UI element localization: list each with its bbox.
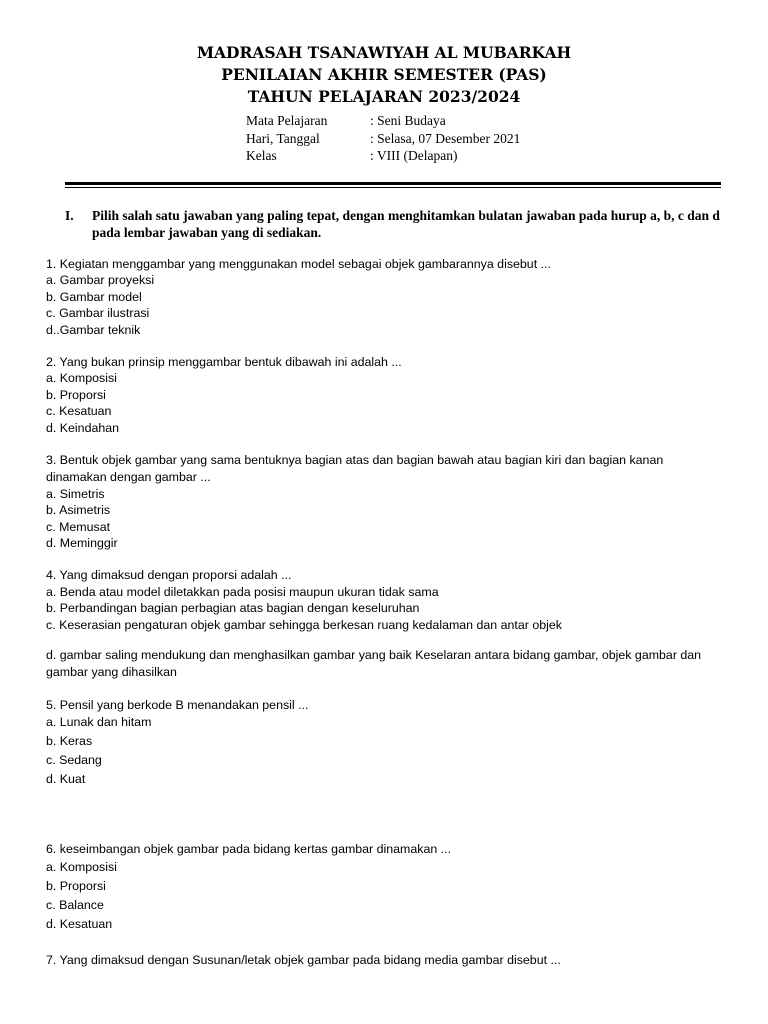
school-name: MADRASAH TSANAWIYAH AL MUBARKAH <box>196 43 572 62</box>
answer-option: d. Keindahan <box>46 420 120 435</box>
header-divider-thin <box>65 187 721 188</box>
question-block <box>46 697 722 789</box>
question-text: 5. Pensil yang berkode B menandakan pensil ... <box>46 698 309 713</box>
answer-option: a. Lunak dan hitam <box>46 715 152 730</box>
info-label: Mata Pelajaran <box>246 113 328 128</box>
answer-option: d. Kuat <box>46 772 86 787</box>
answer-option: a. Komposisi <box>46 371 117 386</box>
question-list <box>46 256 722 968</box>
question-block <box>46 567 722 681</box>
answer-option: a. Benda atau model diletakkan pada posisi maupun ukuran tidak sama <box>46 584 439 599</box>
question-block <box>46 841 722 933</box>
info-label: Hari, Tanggal <box>246 130 320 146</box>
document-header <box>0 42 768 108</box>
section-number: I. <box>65 208 74 223</box>
section-instruction: Pilih salah satu jawaban yang paling tepat, dengan menghitamkan bulatan jawaban pada hurup a, b, c dan d pada lembar jawaban yang di sediakan. <box>92 208 720 240</box>
answer-option: d. Kesatuan <box>46 916 113 931</box>
answer-option: c. Keserasian pengaturan objek gambar sehingga berkesan ruang kedalaman dan antar objek <box>46 617 562 632</box>
answer-option: c. Gambar ilustrasi <box>46 306 150 321</box>
answer-option: c. Balance <box>46 897 104 912</box>
question-text: 6. keseimbangan objek gambar pada bidang kertas gambar dinamakan ... <box>46 842 452 857</box>
info-value: : VIII (Delapan) <box>370 148 458 163</box>
question-text: 4. Yang dimaksud dengan proporsi adalah ... <box>46 568 292 583</box>
answer-option: c. Sedang <box>46 753 102 768</box>
answer-option: d. gambar saling mendukung dan menghasilkan gambar yang baik Keselaran antara bidang gambar, objek gambar dan gambar yang dihasilkan <box>46 648 702 680</box>
answer-option: b. Asimetris <box>46 503 111 518</box>
answer-option: b. Gambar model <box>46 289 142 304</box>
answer-option: a. Simetris <box>46 486 105 501</box>
question-text: 7. Yang dimaksud dengan Susunan/letak objek gambar pada bidang media gambar disebut ... <box>46 952 561 967</box>
exam-title: PENILAIAN AKHIR SEMESTER (PAS) <box>221 65 547 84</box>
answer-option: a. Komposisi <box>46 859 117 874</box>
answer-option: c. Kesatuan <box>46 404 112 419</box>
academic-year: TAHUN PELAJARAN 2023/2024 <box>247 87 521 106</box>
answer-option: b. Proporsi <box>46 387 106 402</box>
question-block <box>46 952 722 968</box>
question-block <box>46 256 722 338</box>
header-divider-thick <box>65 182 721 185</box>
question-block <box>46 354 722 436</box>
answer-option: b. Keras <box>46 734 93 749</box>
question-text: 1. Kegiatan menggambar yang menggunakan model sebagai objek gambarannya disebut ... <box>46 257 551 271</box>
question-block <box>46 452 722 552</box>
info-value: : Selasa, 07 Desember 2021 <box>370 130 521 146</box>
answer-option: b. Perbandingan bagian perbagian atas bagian dengan keseluruhan <box>46 601 420 616</box>
answer-option: c. Memusat <box>46 519 111 534</box>
answer-option: d. Meminggir <box>46 536 118 551</box>
answer-option: d..Gambar teknik <box>46 322 141 337</box>
answer-option: a. Gambar proyeksi <box>46 273 155 288</box>
question-text: 3. Bentuk objek gambar yang sama bentuknya bagian atas dan bagian bawah atau bagian kiri dan bagian kanan dinamakan dengan gambar ... <box>46 452 664 484</box>
info-label: Kelas <box>246 148 277 163</box>
question-text: 2. Yang bukan prinsip menggambar bentuk dibawah ini adalah ... <box>46 354 402 369</box>
info-value: : Seni Budaya <box>370 113 446 128</box>
answer-option: b. Proporsi <box>46 878 106 893</box>
